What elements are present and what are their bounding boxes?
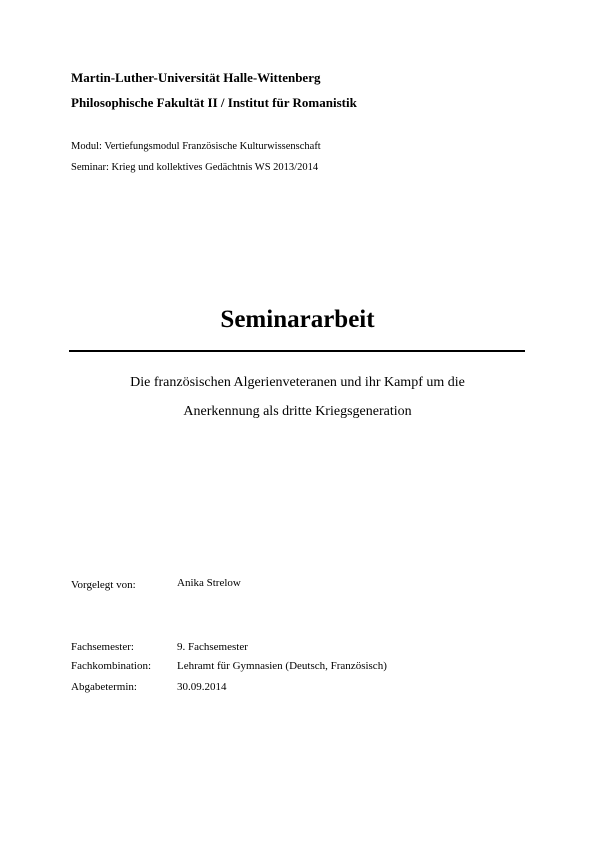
university-name: Martin-Luther-Universität Halle-Wittenberg (71, 70, 321, 85)
faculty-name: Philosophische Fakultät II / Institut für Romanistik (71, 95, 357, 110)
subtitle-line-2: Anerkennung als dritte Kriegsgeneration (183, 404, 412, 419)
document-title: Seminararbeit (220, 306, 375, 333)
semester-label: Fachsemester: (71, 641, 134, 653)
author-label: Vorgelegt von: (71, 579, 136, 591)
author-value: Anika Strelow (177, 577, 241, 589)
combination-value: Lehramt für Gymnasien (Deutsch, Französisch) (177, 660, 387, 672)
deadline-label: Abgabetermin: (71, 681, 137, 693)
combination-label: Fachkombination: (71, 660, 152, 672)
deadline-value: 30.09.2014 (177, 681, 227, 693)
seminar-line: Seminar: Krieg und kollektives Gedächtnis WS 2013/2014 (71, 162, 319, 173)
title-divider (69, 350, 525, 352)
module-line: Modul: Vertiefungsmodul Französische Kulturwissenschaft (71, 141, 321, 152)
semester-value: 9. Fachsemester (177, 641, 248, 653)
subtitle-line-1: Die französischen Algerienveteranen und ihr Kampf um die (130, 375, 465, 390)
